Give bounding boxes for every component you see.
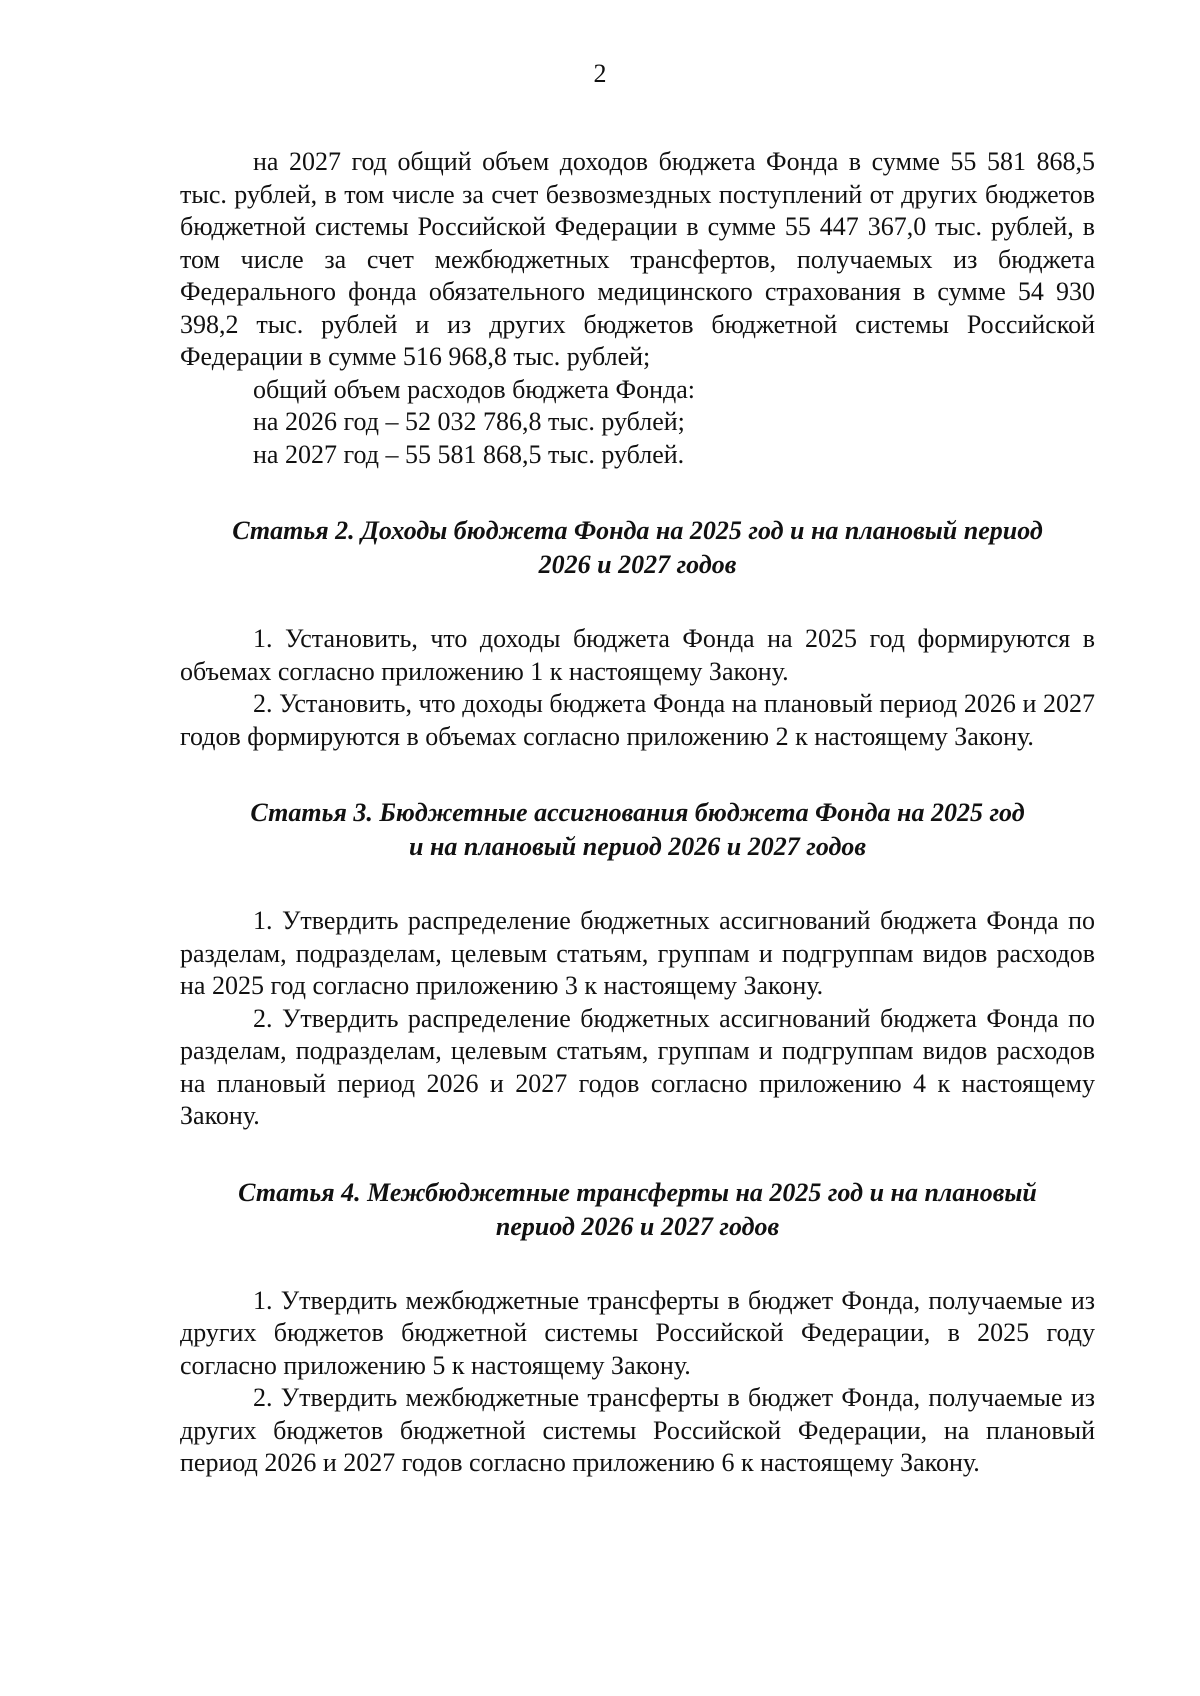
article-3-title — [180, 796, 1095, 864]
expenses-label: общий объем расходов бюджета Фонда: — [253, 374, 695, 404]
page-number: 2 — [593, 59, 607, 88]
document-body — [180, 146, 1095, 1480]
article-3-paragraph-1: 1. Утвердить распределение бюджетных ассигнований бюджета Фонда по разделам, подразделам, целевым статьям, группам и подгруппам видов расходов на 2025 год согласно приложению 3 к настоящему Закону. — [180, 906, 1095, 1000]
article-3-paragraph-2: 2. Утвердить распределение бюджетных ассигнований бюджета Фонда по разделам, подразделам, целевым статьям, группам и подгруппам видов расходов на плановый период 2026 и 2027 годов согласно приложению 4 к настоящему Закону. — [180, 1003, 1095, 1130]
intro-paragraph: на 2027 год общий объем доходов бюджета Фонда в сумме 55 581 868,5 тыс. рублей, в том числе за счет безвозмездных поступлений от других бюджетов бюджетной системы Российской Федерации в сумме 55 447 367,0 тыс. рублей, в том числе за счет межбюджетных трансфертов, получаемых из бюджета Федерального фонда обязательного медицинского страхования в сумме 54 930 398,2 тыс. рублей и из других бюджетов бюджетной системы Российской Федерации в сумме 516 968,8 тыс. рублей; — [180, 147, 1095, 371]
article-3-title-line1: Статья 3. Бюджетные ассигнования бюджета Фонда на 2025 год — [250, 798, 1025, 827]
article-4-paragraph-1: 1. Утвердить межбюджетные трансферты в бюджет Фонда, получаемые из других бюджетов бюджетной системы Российской Федерации, в 2025 году согласно приложению 5 к настоящему Закону. — [180, 1285, 1095, 1380]
article-3-title-line2: и на плановый период 2026 и 2027 годов — [409, 832, 866, 861]
article-2 — [180, 514, 1095, 753]
article-4-title-line2: период 2026 и 2027 годов — [495, 1211, 780, 1241]
article-2-title — [180, 514, 1095, 582]
article-2-paragraph-2: 2. Установить, что доходы бюджета Фонда на плановый период 2026 и 2027 годов формируются в объемах согласно приложению 2 к настоящему Закону. — [180, 689, 1095, 751]
article-4-title — [180, 1176, 1095, 1244]
expenses-2027: на 2027 год – 55 581 868,5 тыс. рублей. — [253, 439, 685, 469]
article-2-title-line2: 2026 и 2027 годов — [538, 550, 737, 579]
article-3 — [180, 796, 1095, 1133]
article-2-paragraph-1: 1. Установить, что доходы бюджета Фонда на 2025 год формируются в объемах согласно приложению 1 к настоящему Закону. — [180, 624, 1095, 686]
article-2-title-line1: Статья 2. Доходы бюджета Фонда на 2025 год и на плановый период — [232, 516, 1043, 545]
article-4-title-line1: Статья 4. Межбюджетные трансферты на 2025 год и на плановый — [238, 1177, 1037, 1207]
expenses-2026: на 2026 год – 52 032 786,8 тыс. рублей; — [253, 407, 685, 436]
article-4-paragraph-2: 2. Утвердить межбюджетные трансферты в бюджет Фонда, получаемые из других бюджетов бюджетной системы Российской Федерации, на плановый период 2026 и 2027 годов согласно приложению 6 к настоящему Закону. — [180, 1383, 1095, 1477]
article-4 — [180, 1176, 1095, 1480]
